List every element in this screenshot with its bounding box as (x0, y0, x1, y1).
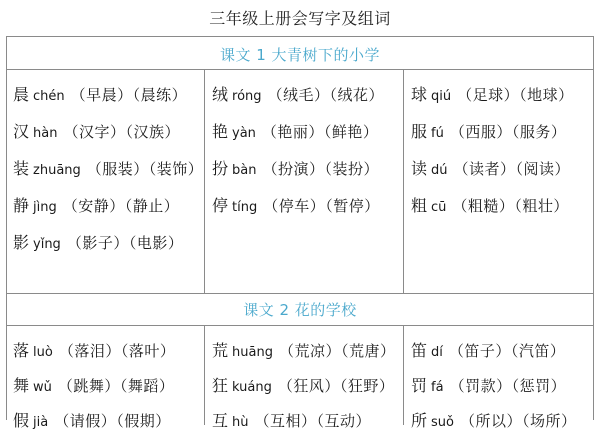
vocab-entry (13, 119, 180, 142)
vocab-entry (212, 82, 384, 105)
vocab-entry (212, 119, 378, 142)
vocab-entry (212, 156, 379, 179)
vocab-pinyin: zhuāng (33, 163, 81, 178)
vocab-words: （汉字）（汉族） (63, 123, 180, 141)
vocab-entry (212, 338, 395, 361)
vocab-words: （读者）（阅读） (453, 160, 571, 178)
vocab-character: 粗 (411, 196, 428, 215)
vocab-entry (13, 193, 179, 216)
vocab-pinyin: dú (431, 163, 448, 178)
vocab-pinyin: fú (431, 126, 444, 141)
vocab-entry (411, 156, 570, 179)
vocab-pinyin: luò (33, 345, 53, 360)
vocab-entry (13, 230, 183, 253)
vocab-character: 扮 (212, 159, 229, 178)
column-divider (204, 325, 205, 425)
vocab-character: 罚 (411, 376, 428, 395)
vocab-pinyin: qiú (431, 89, 452, 104)
vocab-entry (411, 338, 565, 361)
vocab-words: （落泪）（落叶） (58, 342, 176, 360)
column-divider (403, 69, 404, 293)
vocab-entry (212, 373, 394, 396)
vocab-pinyin: bàn (232, 163, 257, 178)
vocab-words: （狂风）（狂野） (277, 377, 395, 395)
vocab-pinyin: hàn (33, 126, 58, 141)
vocab-words: （罚款）（惩罚） (449, 377, 567, 395)
vocab-character: 落 (13, 341, 30, 360)
vocab-character: 所 (411, 411, 428, 430)
divider (7, 325, 593, 326)
vocab-pinyin: yǐng (33, 237, 61, 252)
vocab-character: 荒 (212, 341, 229, 360)
vocab-words: （扮演）（装扮） (262, 160, 379, 178)
vocab-character: 晨 (13, 85, 30, 104)
vocab-pinyin: fá (431, 380, 444, 395)
vocab-pinyin: kuáng (232, 380, 272, 395)
vocab-character: 艳 (212, 122, 229, 141)
vocab-character: 装 (13, 159, 30, 178)
vocab-words: （艳丽）（鲜艳） (261, 123, 379, 141)
vocab-words: （互相）（互动） (254, 412, 372, 430)
vocab-words: （停车）（暂停） (263, 197, 380, 215)
vocab-character: 绒 (212, 85, 229, 104)
vocab-pinyin: tíng (232, 200, 258, 215)
vocab-character: 球 (411, 85, 428, 104)
vocab-words: （粗糙）（粗壮） (452, 197, 569, 215)
vocab-character: 读 (411, 159, 428, 178)
vocab-pinyin: cū (431, 200, 447, 215)
vocab-character: 汉 (13, 122, 30, 141)
vocab-entry (13, 373, 174, 396)
vocab-words: （足球）（地球） (457, 86, 574, 104)
vocab-table (6, 36, 594, 430)
vocab-words: （西服）（服务） (449, 123, 567, 141)
lesson-1-header: 课文 1 大青树下的小学 (219, 46, 381, 64)
vocab-character: 停 (212, 196, 229, 215)
vocab-words: （请假）（假期） (54, 412, 171, 430)
vocab-character: 影 (13, 233, 30, 252)
vocab-entry (411, 119, 566, 142)
column-divider (403, 325, 404, 425)
divider (7, 69, 593, 70)
vocab-words: （服装）（装饰） (86, 160, 204, 178)
vocab-entry (411, 193, 569, 216)
vocab-entry (411, 82, 574, 105)
vocab-words: （荒凉）（荒唐） (278, 342, 396, 360)
vocab-character: 舞 (13, 376, 30, 395)
vocab-entry (13, 338, 175, 361)
vocab-pinyin: hù (232, 415, 249, 430)
vocab-pinyin: chén (33, 89, 65, 104)
vocab-entry (411, 373, 566, 396)
column-divider (204, 69, 205, 293)
vocab-pinyin: huāng (232, 345, 273, 360)
vocab-pinyin: suǒ (431, 415, 454, 430)
vocab-words: （所以）（场所） (459, 412, 577, 430)
vocab-pinyin: jìng (33, 200, 57, 215)
vocab-entry (13, 156, 203, 179)
vocab-words: （影子）（电影） (66, 234, 184, 252)
vocab-character: 互 (212, 411, 229, 430)
vocab-entry (212, 193, 380, 216)
vocab-words: （跳舞）（舞蹈） (57, 377, 175, 395)
vocab-words: （绒毛）（绒花） (267, 86, 385, 104)
vocab-words: （早晨）（晨练） (70, 86, 188, 104)
document-title: 三年级上册会写字及组词 (209, 9, 391, 28)
vocab-words: （笛子）（汽笛） (448, 342, 566, 360)
vocab-pinyin: yàn (232, 126, 256, 141)
vocab-character: 狂 (212, 376, 229, 395)
divider (7, 293, 593, 294)
vocab-pinyin: dí (431, 345, 443, 360)
vocab-character: 假 (13, 411, 30, 430)
vocab-pinyin: wǔ (33, 380, 52, 395)
lesson-2-header: 课文 2 花的学校 (243, 301, 357, 319)
vocab-pinyin: róng (232, 89, 262, 104)
vocab-words: （安静）（静止） (62, 197, 180, 215)
vocab-entry (13, 82, 187, 105)
vocab-character: 服 (411, 122, 428, 141)
vocab-pinyin: jià (33, 415, 49, 430)
vocab-character: 笛 (411, 341, 428, 360)
vocab-character: 静 (13, 196, 30, 215)
